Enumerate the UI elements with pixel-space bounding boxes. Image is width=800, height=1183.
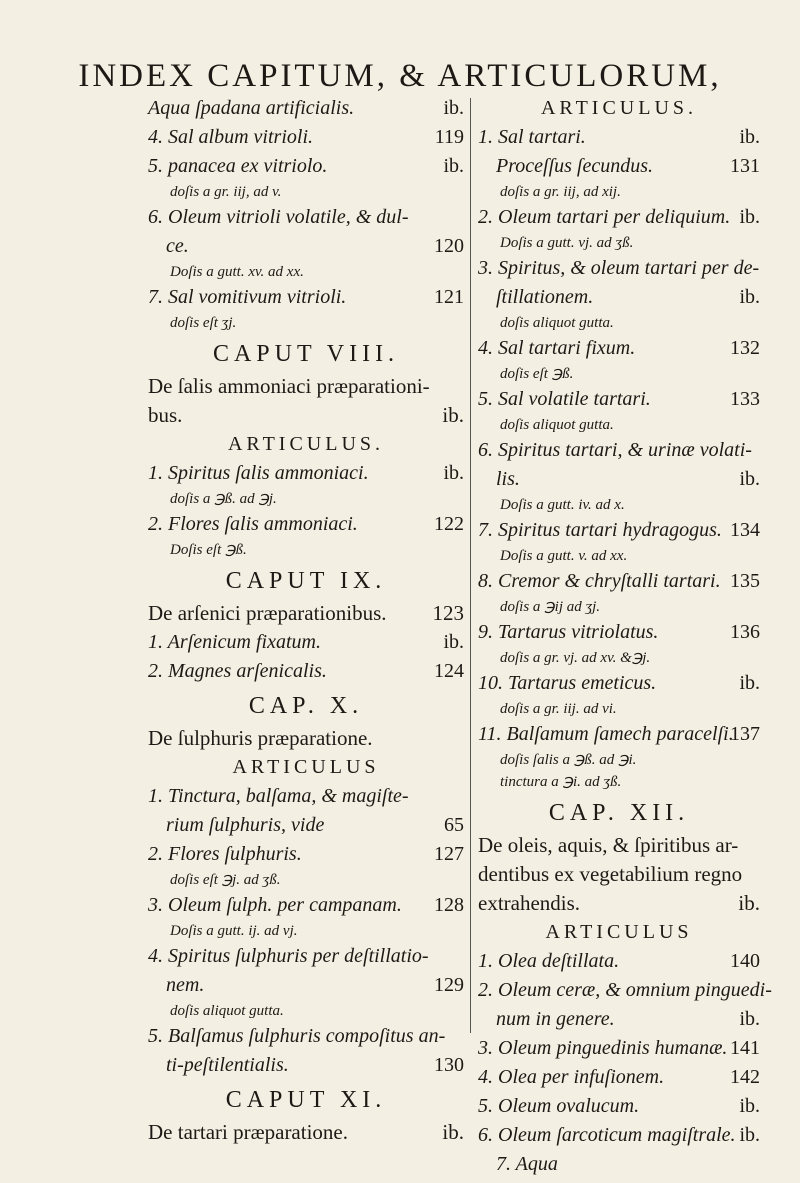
dose-line: [478, 316, 760, 338]
index-entry: [478, 207, 760, 236]
entry-text: 7. Sal vomitivum vitrioli.: [148, 286, 347, 308]
index-entry: [148, 1026, 464, 1055]
index-entry: [478, 979, 772, 1009]
dose-line: [478, 753, 760, 775]
page-number: 135: [730, 570, 760, 592]
page-number: 131: [730, 155, 760, 177]
entry-text: De ſulphuris præparatione.: [148, 726, 373, 750]
entry-text: De ſalis ammoniaci præparationi-: [148, 374, 430, 398]
index-entry: [148, 156, 464, 185]
page-number: ib.: [739, 206, 760, 228]
dose-line: [148, 543, 464, 565]
chapter-description: [478, 835, 760, 864]
page-number: 137: [730, 723, 760, 745]
dose-line: [148, 492, 464, 514]
entry-text: doſis a gr. iij, ad xij.: [500, 184, 621, 200]
page-number: 123: [432, 601, 464, 625]
entry-text: 1. Spiritus ſalis ammoniaci.: [148, 462, 369, 484]
entry-text: ce.: [166, 235, 189, 257]
dose-line: [148, 873, 464, 895]
articulus-heading: [148, 757, 464, 786]
entry-text: 6. Oleum vitrioli volatile, & dul-: [148, 206, 409, 228]
index-entry: [148, 946, 464, 975]
dose-line: [478, 367, 760, 389]
entry-text: 5. Oleum ovalucum.: [478, 1095, 640, 1117]
index-entry: [478, 1009, 760, 1038]
entry-text: doſis a ℈ij ad ʒj.: [500, 599, 601, 615]
entry-text: 5. Sal volatile tartari.: [478, 388, 651, 410]
index-entry: [478, 1154, 760, 1183]
chapter-description: [148, 728, 464, 757]
entry-text: 1. Olea deſtillata.: [478, 950, 620, 972]
page-number: ib.: [739, 286, 760, 308]
dose-line: [478, 600, 760, 622]
page-number: 122: [434, 513, 464, 535]
index-entry: [148, 287, 464, 316]
index-entry: [478, 389, 760, 418]
entry-text: ſtillationem.: [496, 286, 594, 308]
page-number: 65: [444, 814, 464, 836]
dose-line: [478, 775, 760, 797]
entry-text: 6. Spiritus tartari, & urinæ volati-: [478, 439, 752, 461]
chapter-description: [148, 603, 464, 632]
chapter-heading: [148, 338, 464, 376]
entry-text: 2. Oleum tartari per deliquium.: [478, 206, 731, 228]
chapter-description: [148, 376, 464, 405]
page-header: INDEX CAPITUM, & ARTICULORUM,: [78, 58, 722, 94]
entry-text: Doſis eſt ℈ß.: [170, 542, 247, 558]
entry-text: doſis eſt ℈j. ad ʒß.: [170, 872, 281, 888]
index-entry: [478, 127, 760, 156]
articulus-heading: [478, 922, 760, 951]
articulus-heading: [478, 98, 760, 127]
entry-text: 7. Spiritus tartari hydragogus.: [478, 519, 722, 541]
index-entry: [478, 1096, 760, 1125]
entry-text: rium ſulphuris, vide: [166, 814, 325, 836]
index-entry: [478, 440, 760, 469]
page-number: ib.: [738, 891, 760, 915]
entry-text: De tartari præparatione.: [148, 1120, 348, 1144]
page-number: ib.: [443, 462, 464, 484]
chapter-description: [478, 864, 760, 893]
entry-text: doſis eſt ℈ß.: [500, 366, 574, 382]
index-entry: [478, 338, 760, 367]
index-entry: [148, 98, 464, 127]
entry-text: 2. Magnes arſenicalis.: [148, 660, 327, 682]
page-number: 136: [730, 621, 760, 643]
page-number: ib.: [739, 468, 760, 490]
page-number: ib.: [739, 126, 760, 148]
column-divider: [470, 98, 471, 1033]
entry-text: CAPUT XI.: [225, 1087, 387, 1113]
dose-line: [478, 498, 760, 520]
index-entry: [478, 571, 760, 600]
chapter-heading: [148, 1084, 464, 1122]
entry-text: 4. Olea per infuſionem.: [478, 1066, 665, 1088]
dose-line: [478, 185, 760, 207]
index-entry: [478, 469, 760, 498]
entry-text: nem.: [166, 974, 205, 996]
index-entry: [478, 724, 760, 753]
dose-line: [148, 924, 464, 946]
entry-text: doſis aliquot gutta.: [500, 417, 614, 433]
page-number: 133: [730, 388, 760, 410]
index-entry: [148, 127, 464, 156]
left-column: [148, 98, 464, 1151]
chapter-description: [148, 405, 464, 434]
entry-text: 1. Arſenicum fixatum.: [148, 631, 321, 653]
index-entry: [478, 287, 760, 316]
page-number: ib.: [739, 1095, 760, 1117]
page-number: 127: [434, 843, 464, 865]
page-number: ib.: [442, 403, 464, 427]
page-number: 134: [730, 519, 760, 541]
entry-text: doſis eſt ʒj.: [170, 315, 237, 331]
entry-text: 1. Tinctura, balſama, & magiſte-: [148, 785, 409, 807]
index-entry: [478, 1067, 760, 1096]
page-number: ib.: [739, 672, 760, 694]
entry-text: extrahendis.: [478, 891, 581, 915]
page-number: ib.: [443, 97, 464, 119]
entry-text: ARTICULUS.: [540, 97, 698, 119]
page-number: 119: [434, 126, 464, 148]
entry-text: 2. Flores ſalis ammoniaci.: [148, 513, 358, 535]
entry-text: Doſis a gutt. iv. ad x.: [500, 497, 625, 513]
page-number: 120: [434, 235, 464, 257]
index-entry: [148, 661, 464, 690]
page-number: 130: [434, 1054, 464, 1076]
page-number: ib.: [443, 631, 464, 653]
entry-text: dentibus ex vegetabilium regno: [478, 862, 743, 886]
dose-line: [478, 651, 760, 673]
index-entry: [478, 951, 760, 980]
index-entry: [478, 258, 760, 287]
entry-text: 4. Sal album vitrioli.: [148, 126, 313, 148]
entry-text: Proceſſus ſecundus.: [496, 155, 654, 177]
right-column: [478, 97, 772, 1183]
chapter-description: [148, 1122, 464, 1151]
entry-text: 5. Balſamus ſulphuris compoſitus an-: [148, 1025, 446, 1047]
entry-text: Doſis a gutt. v. ad xx.: [500, 548, 628, 564]
index-entry: [148, 236, 464, 265]
page-number: ib.: [442, 1120, 464, 1144]
index-entry: [148, 786, 464, 815]
entry-text: 5. panacea ex vitriolo.: [148, 155, 328, 177]
entry-text: Doſis a gutt. ij. ad vj.: [170, 923, 298, 939]
chapter-heading: [148, 565, 464, 603]
index-entry: [478, 1038, 760, 1067]
entry-text: doſis a gr. iij, ad v.: [170, 184, 282, 200]
entry-text: Doſis a gutt. vj. ad ʒß.: [500, 235, 634, 251]
dose-line: [148, 265, 464, 287]
entry-text: tinctura a ℈i. ad ʒß.: [500, 774, 622, 790]
entry-text: doſis a ℈ß. ad ℈j.: [170, 491, 277, 507]
entry-text: CAPUT IX.: [225, 568, 387, 594]
dose-line: [478, 702, 760, 724]
page-number: ib.: [739, 1008, 760, 1030]
page-number: 124: [434, 660, 464, 682]
entry-text: doſis a gr. iij. ad vi.: [500, 701, 617, 717]
entry-text: doſis ſalis a ℈ß. ad ℈i.: [500, 752, 637, 768]
page-number: 132: [730, 337, 760, 359]
entry-text: CAPUT VIII.: [212, 341, 400, 367]
dose-line: [148, 1004, 464, 1026]
index-entry: [148, 844, 464, 873]
entry-text: 10. Tartarus emeticus.: [478, 672, 657, 694]
entry-text: ti-peſtilentialis.: [166, 1054, 289, 1076]
entry-text: 7. Aqua: [496, 1153, 558, 1175]
entry-text: 9. Tartarus vitriolatus.: [478, 621, 659, 643]
chapter-description: [478, 893, 760, 922]
entry-text: 8. Cremor & chryſtalli tartari.: [478, 570, 721, 592]
page-number: 141: [730, 1037, 760, 1059]
entry-text: CAP. XII.: [548, 800, 690, 826]
entry-text: 4. Sal tartari fixum.: [478, 337, 636, 359]
entry-text: num in genere.: [496, 1008, 615, 1030]
entry-text: Aqua ſpadana artificialis.: [148, 97, 355, 119]
page-number: 142: [730, 1066, 760, 1088]
page-number: 128: [434, 894, 464, 916]
index-entry: [478, 156, 760, 185]
entry-text: De oleis, aquis, & ſpiritibus ar-: [478, 833, 739, 857]
dose-line: [148, 185, 464, 207]
page-number: ib.: [739, 1124, 760, 1146]
page-number: 129: [434, 974, 464, 996]
entry-text: 2. Oleum ceræ, & omnium pinguedi-: [478, 979, 772, 1001]
index-entry: [148, 815, 464, 844]
articulus-heading: [148, 434, 464, 463]
entry-text: 4. Spiritus ſulphuris per deſtillatio-: [148, 945, 429, 967]
entry-text: 6. Oleum ſarcoticum magiſtrale.: [478, 1124, 736, 1146]
chapter-heading: [148, 690, 464, 728]
entry-text: 3. Oleum ſulph. per campanam.: [148, 894, 402, 916]
entry-text: doſis a gr. vj. ad xv. &℈j.: [500, 650, 651, 666]
entry-text: doſis aliquot gutta.: [500, 315, 614, 331]
entry-text: ARTICULUS.: [227, 433, 385, 455]
page-number: ib.: [443, 155, 464, 177]
entry-text: ARTICULUS: [545, 921, 693, 943]
index-entry: [148, 975, 464, 1004]
entry-text: 3. Oleum pinguedinis humanæ.: [478, 1037, 728, 1059]
index-entry: [148, 514, 464, 543]
entry-text: ARTICULUS: [232, 756, 380, 778]
dose-line: [478, 549, 760, 571]
dose-line: [148, 316, 464, 338]
dose-line: [478, 236, 760, 258]
entry-text: 3. Spiritus, & oleum tartari per de-: [478, 257, 760, 279]
entry-text: bus.: [148, 403, 183, 427]
entry-text: 2. Flores ſulphuris.: [148, 843, 302, 865]
chapter-heading: [478, 797, 760, 835]
index-entry: [148, 207, 464, 236]
index-entry: [148, 632, 464, 661]
index-entry: [148, 463, 464, 492]
page-number: 121: [434, 286, 464, 308]
index-entry: [478, 520, 760, 549]
index-entry: [148, 1055, 464, 1084]
index-entry: [478, 673, 760, 702]
entry-text: 11. Balſamum ſamech paracelſi.: [478, 723, 734, 745]
index-entry: [148, 895, 464, 924]
entry-text: Doſis a gutt. xv. ad xx.: [170, 264, 304, 280]
entry-text: De arſenici præparationibus.: [148, 601, 387, 625]
index-entry: [478, 622, 760, 651]
entry-text: lis.: [496, 468, 520, 490]
entry-text: CAP. X.: [248, 693, 364, 719]
index-entry: [478, 1125, 760, 1154]
dose-line: [478, 418, 760, 440]
entry-text: doſis aliquot gutta.: [170, 1003, 284, 1019]
entry-text: 1. Sal tartari.: [478, 126, 586, 148]
page-number: 140: [730, 950, 760, 972]
